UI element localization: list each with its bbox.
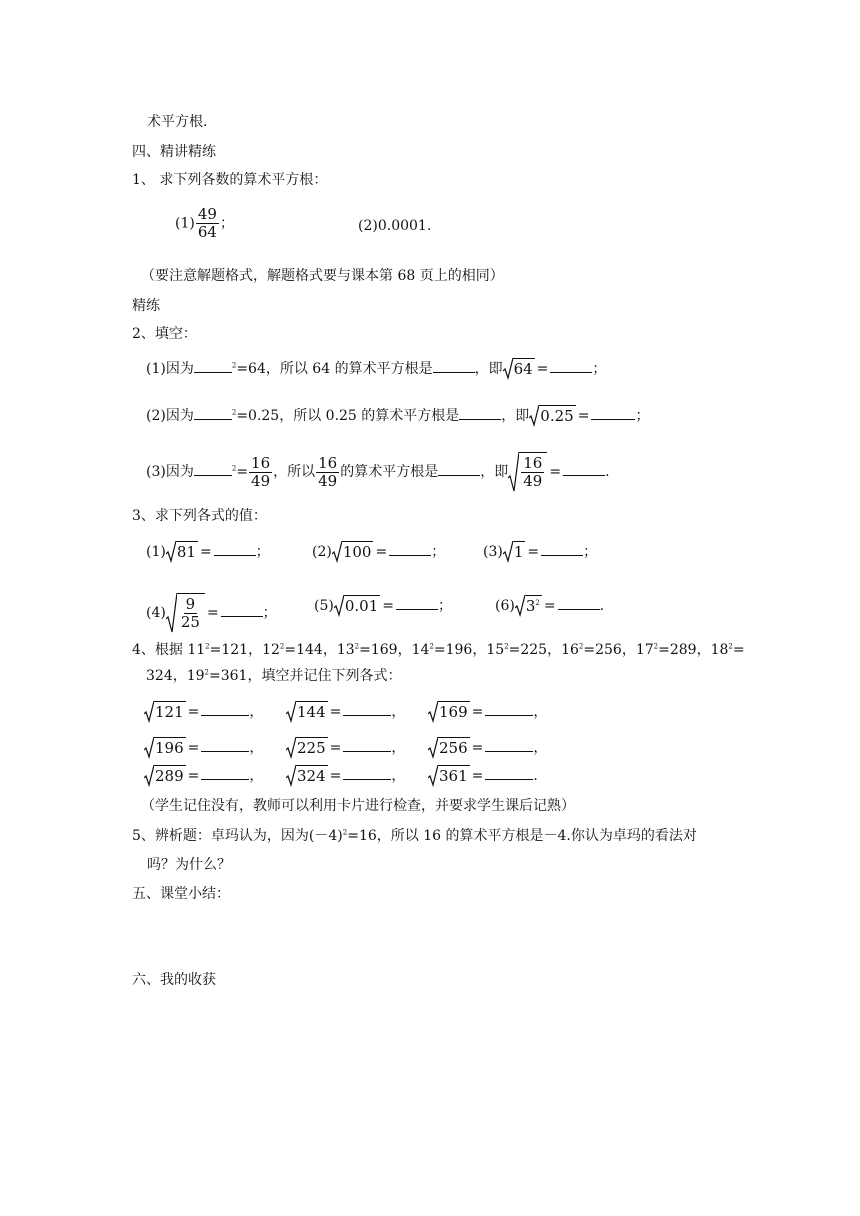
question-4-item-7: 289 = ，: [144, 765, 263, 787]
answer-blank[interactable]: [389, 541, 431, 556]
question-3-item-1: (1) 81 = ；: [146, 543, 270, 561]
question-3-item-2: (2) 100 = ；: [312, 543, 446, 561]
question-4-item-8: 324 = ，: [286, 765, 405, 787]
answer-blank[interactable]: [433, 358, 475, 373]
question-2-row-2: (2)因为 $^2$=0.25，所以 0.25 的算术平方根是 ，即 0.25 = ；: [146, 407, 650, 425]
question-3-item-3: (3) 1 = ；: [483, 543, 598, 561]
answer-blank[interactable]: [343, 701, 391, 716]
question-4-item-1: 121 = ，: [144, 701, 263, 723]
question-4-line-1: 4、根据 $11^2=121$，$12^2=144$，$13^2=169$，$14^2=196$，$15^2=225$，$16^2=256$，$17^2=289$，$18^2=$: [132, 642, 745, 658]
answer-blank[interactable]: [221, 602, 263, 617]
square-root: 0.01: [334, 595, 380, 617]
practice-heading: 精练: [132, 298, 160, 314]
answer-blank[interactable]: [194, 358, 232, 373]
answer-blank[interactable]: [201, 737, 249, 752]
question-5-line-2: 吗？为什么？: [147, 857, 231, 873]
square-root: 144: [286, 701, 328, 723]
square-root: 196: [144, 737, 186, 759]
fraction: $\frac{16}{49}$: [523, 454, 543, 490]
square-root: $3^2$: [515, 595, 542, 617]
square-root: 1: [503, 541, 526, 563]
answer-blank[interactable]: [563, 461, 605, 476]
answer-blank[interactable]: [485, 701, 533, 716]
answer-blank[interactable]: [201, 701, 249, 716]
answer-blank[interactable]: [485, 765, 533, 780]
square-root: 121: [144, 701, 186, 723]
format-note: （要注意解题格式，解题格式要与课本第 68 页上的相同）: [141, 268, 504, 284]
square-root: 0.25: [529, 405, 575, 427]
question-4-item-4: 196 = ，: [144, 737, 263, 759]
section-4-heading: 四、精讲精练: [132, 144, 216, 160]
square-root: 64: [503, 358, 535, 380]
answer-blank[interactable]: [194, 405, 232, 420]
question-4-item-9: 361 = .: [428, 765, 538, 787]
answer-blank[interactable]: [438, 461, 480, 476]
fraction: $\frac{9}{25}$: [180, 595, 200, 631]
question-4-item-5: 225 = ，: [286, 737, 405, 759]
answer-blank[interactable]: [459, 405, 501, 420]
question-2-label: 2、填空：: [132, 326, 197, 342]
square-root: 289: [144, 765, 186, 787]
square-root: 361: [428, 765, 470, 787]
question-2-row-3: (3)因为 $^2$= $\frac{16}{49}$ ，所以 $\frac{16}{49}$ 的算术平方根是 ，即 $\frac{16}{49}$ = .: [146, 453, 610, 490]
question-3-item-5: (5) 0.01 = ；: [314, 597, 452, 615]
teacher-note: （学生记住没有，教师可以利用卡片进行检查，并要求学生课后记熟）: [141, 798, 575, 814]
square-root: [166, 593, 205, 633]
fraction: $\frac{16}{49}$: [318, 453, 338, 490]
square-root: 256: [428, 737, 470, 759]
square-root: 324: [286, 765, 328, 787]
answer-blank[interactable]: [343, 765, 391, 780]
fraction: $\frac{49}{64}$: [197, 205, 217, 241]
question-4-line-2: 324，$19^2=361$，填空并记住下列各式：: [146, 668, 402, 684]
answer-blank[interactable]: [558, 595, 600, 610]
question-1-part-a: (1) $\frac{49}{64}$ ；: [175, 205, 234, 241]
square-root: 225: [286, 737, 328, 759]
question-4-item-3: 169 = ，: [428, 701, 547, 723]
square-root: 81: [166, 541, 198, 563]
question-1-label: 1、 求下列各数的算术平方根：: [132, 172, 328, 188]
question-2-row-1: (1)因为 $^2$=64，所以 64 的算术平方根是 ，即 64 = ；: [146, 360, 607, 378]
question-3-label: 3、求下列各式的值：: [132, 508, 267, 524]
answer-blank[interactable]: [343, 737, 391, 752]
question-1-part-b: (2)0.0001.: [358, 218, 432, 234]
answer-blank[interactable]: [201, 765, 249, 780]
section-6-heading: 六、我的收获: [132, 972, 216, 988]
answer-blank[interactable]: [214, 541, 256, 556]
question-5-line-1: 5、辨析题：卓玛认为，因为$(-4)^2=16$，所以 16 的算术平方根是－4.你认为卓玛的看法对: [132, 828, 697, 844]
continued-text: 术平方根.: [147, 114, 208, 130]
question-3-item-6: (6) $3^2$ = .: [495, 597, 605, 615]
square-root: [508, 452, 547, 492]
square-root: 100: [332, 541, 374, 563]
answer-blank[interactable]: [591, 405, 635, 420]
answer-blank[interactable]: [485, 737, 533, 752]
question-3-item-4: (4) $\frac{9}{25}$ = ；: [146, 595, 277, 631]
section-5-heading: 五、课堂小结：: [132, 886, 230, 902]
question-4-item-6: 256 = ，: [428, 737, 547, 759]
answer-blank[interactable]: [550, 358, 592, 373]
answer-blank[interactable]: [396, 595, 438, 610]
fraction: $\frac{16}{49}$: [251, 453, 271, 490]
square-root: 169: [428, 701, 470, 723]
answer-blank[interactable]: [194, 461, 232, 476]
question-4-item-2: 144 = ，: [286, 701, 405, 723]
answer-blank[interactable]: [541, 541, 583, 556]
